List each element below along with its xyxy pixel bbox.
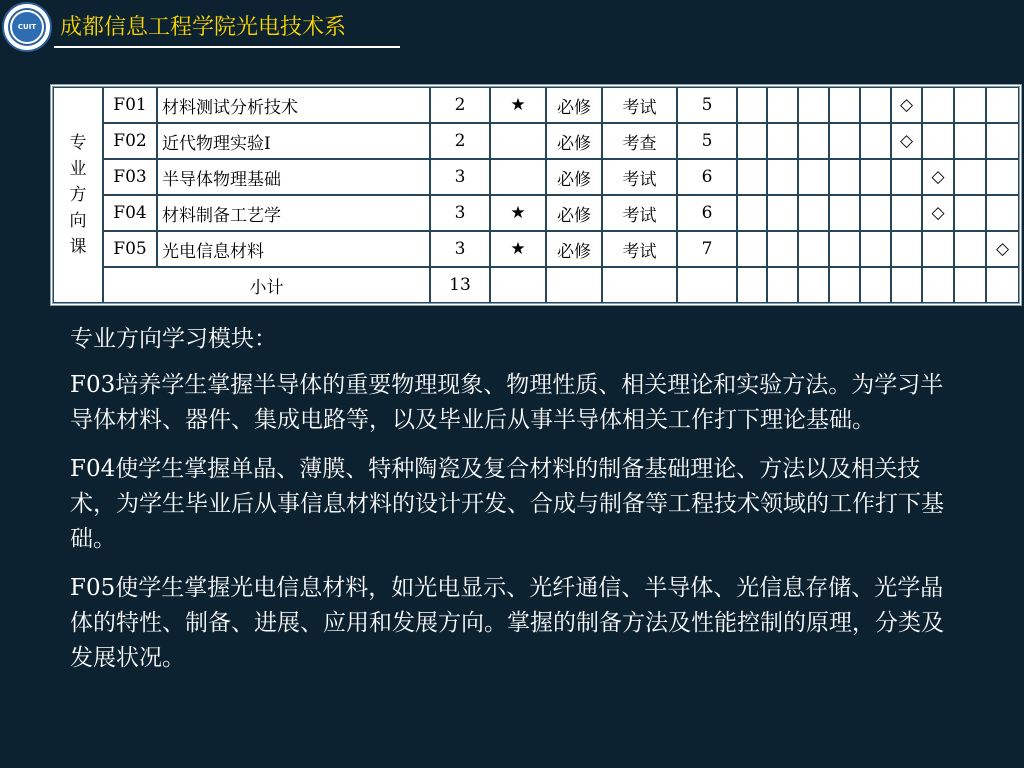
- course-table: [50, 84, 1022, 306]
- assessment-type: 考查: [602, 123, 677, 159]
- term-mark: ◇: [986, 231, 1019, 267]
- course-code: F02: [103, 123, 157, 159]
- term-mark: [798, 231, 829, 267]
- empty-cell: [922, 267, 954, 303]
- term-mark: [954, 195, 986, 231]
- empty-cell: [986, 267, 1019, 303]
- term-mark: [922, 231, 954, 267]
- term-mark: [922, 123, 954, 159]
- core-course-star: ★: [490, 231, 546, 267]
- course-name: 半导体物理基础: [157, 159, 430, 195]
- course-code: F01: [103, 87, 157, 123]
- course-credits: 3: [430, 231, 490, 267]
- term-mark: [860, 87, 891, 123]
- table-row: [53, 195, 1019, 231]
- semester: 5: [677, 123, 737, 159]
- empty-cell: [677, 267, 737, 303]
- term-mark: [737, 123, 767, 159]
- course-credits: 2: [430, 123, 490, 159]
- term-mark: [737, 231, 767, 267]
- empty-cell: [767, 267, 798, 303]
- term-mark: [737, 195, 767, 231]
- term-mark: [954, 87, 986, 123]
- term-mark: [829, 195, 860, 231]
- course-type: 必修: [546, 159, 602, 195]
- empty-cell: [891, 267, 922, 303]
- term-mark: [798, 195, 829, 231]
- table-row: [53, 87, 1019, 123]
- course-credits: 2: [430, 87, 490, 123]
- title-underline: [54, 46, 400, 48]
- core-course-star: ★: [490, 195, 546, 231]
- term-mark: [986, 87, 1019, 123]
- term-mark: [767, 123, 798, 159]
- group-label-char: 业: [69, 159, 87, 179]
- table-row: [53, 159, 1019, 195]
- course-table-body: [53, 87, 1019, 303]
- course-credits: 3: [430, 195, 490, 231]
- table-row: [53, 123, 1019, 159]
- term-mark: [860, 231, 891, 267]
- term-mark: [798, 123, 829, 159]
- module-heading: 专业方向学习模块：: [70, 326, 277, 352]
- course-name: 材料测试分析技术: [157, 87, 430, 123]
- logo-emblem: CUIT: [10, 10, 44, 44]
- module-description: [70, 322, 950, 690]
- course-code: F05: [103, 231, 157, 267]
- term-mark: [986, 195, 1019, 231]
- cuit-logo: [2, 2, 52, 52]
- page-title: 成都信息工程学院光电技术系: [60, 15, 347, 40]
- empty-cell: [490, 267, 546, 303]
- empty-cell: [860, 267, 891, 303]
- semester: 5: [677, 87, 737, 123]
- empty-cell: [546, 267, 602, 303]
- core-course-star: [490, 123, 546, 159]
- term-mark: [737, 87, 767, 123]
- paragraph-f05: F05使学生掌握光电信息材料，如光电显示、光纤通信、半导体、光信息存储、光学晶体的特性、制备、进展、应用和发展方向。掌握的制备方法及性能控制的原理，分类及发展状况。: [70, 575, 944, 671]
- course-name: 光电信息材料: [157, 231, 430, 267]
- semester: 7: [677, 231, 737, 267]
- term-mark: [829, 87, 860, 123]
- paragraph-f04: F04使学生掌握单晶、薄膜、特种陶瓷及复合材料的制备基础理论、方法以及相关技术，为学生毕业后从事信息材料的设计开发、合成与制备等工程技术领域的工作打下基础。: [70, 456, 944, 552]
- term-mark: [891, 231, 922, 267]
- term-mark: [954, 123, 986, 159]
- assessment-type: 考试: [602, 159, 677, 195]
- group-label-char: 方: [69, 185, 87, 205]
- course-name: 材料制备工艺学: [157, 195, 430, 231]
- core-course-star: [490, 159, 546, 195]
- core-course-star: ★: [490, 87, 546, 123]
- paragraph-f03: F03培养学生掌握半导体的重要物理现象、物理性质、相关理论和实验方法。为学习半导体材料、器件、集成电路等，以及毕业后从事半导体相关工作打下理论基础。: [70, 372, 944, 433]
- course-type: 必修: [546, 231, 602, 267]
- semester: 6: [677, 195, 737, 231]
- table-row: [53, 231, 1019, 267]
- term-mark: [798, 87, 829, 123]
- term-mark: [860, 123, 891, 159]
- term-mark: ◇: [891, 87, 922, 123]
- subtotal-credits: 13: [430, 267, 490, 303]
- term-mark: [829, 231, 860, 267]
- term-mark: [737, 159, 767, 195]
- course-code: F04: [103, 195, 157, 231]
- term-mark: [767, 159, 798, 195]
- term-mark: [829, 159, 860, 195]
- semester: 6: [677, 159, 737, 195]
- term-mark: [986, 123, 1019, 159]
- term-mark: [860, 159, 891, 195]
- term-mark: [922, 87, 954, 123]
- empty-cell: [737, 267, 767, 303]
- term-mark: [767, 87, 798, 123]
- empty-cell: [602, 267, 677, 303]
- subtotal-row: [53, 267, 1019, 303]
- term-mark: [954, 231, 986, 267]
- term-mark: [954, 159, 986, 195]
- assessment-type: 考试: [602, 231, 677, 267]
- assessment-type: 考试: [602, 195, 677, 231]
- term-mark: ◇: [891, 123, 922, 159]
- course-credits: 3: [430, 159, 490, 195]
- group-label-char: 专: [69, 133, 87, 153]
- term-mark: [767, 195, 798, 231]
- assessment-type: 考试: [602, 87, 677, 123]
- course-code: F03: [103, 159, 157, 195]
- course-type: 必修: [546, 87, 602, 123]
- term-mark: [891, 195, 922, 231]
- term-mark: [986, 159, 1019, 195]
- term-mark: [767, 231, 798, 267]
- group-label: [53, 87, 103, 303]
- term-mark: [860, 195, 891, 231]
- subtotal-label: 小计: [103, 267, 430, 303]
- term-mark: ◇: [922, 159, 954, 195]
- empty-cell: [829, 267, 860, 303]
- course-name: 近代物理实验Ⅰ: [157, 123, 430, 159]
- group-label-char: 课: [69, 237, 87, 257]
- term-mark: [891, 159, 922, 195]
- course-type: 必修: [546, 195, 602, 231]
- empty-cell: [954, 267, 986, 303]
- group-label-char: 向: [69, 211, 87, 231]
- term-mark: [798, 159, 829, 195]
- term-mark: ◇: [922, 195, 954, 231]
- empty-cell: [798, 267, 829, 303]
- term-mark: [829, 123, 860, 159]
- course-type: 必修: [546, 123, 602, 159]
